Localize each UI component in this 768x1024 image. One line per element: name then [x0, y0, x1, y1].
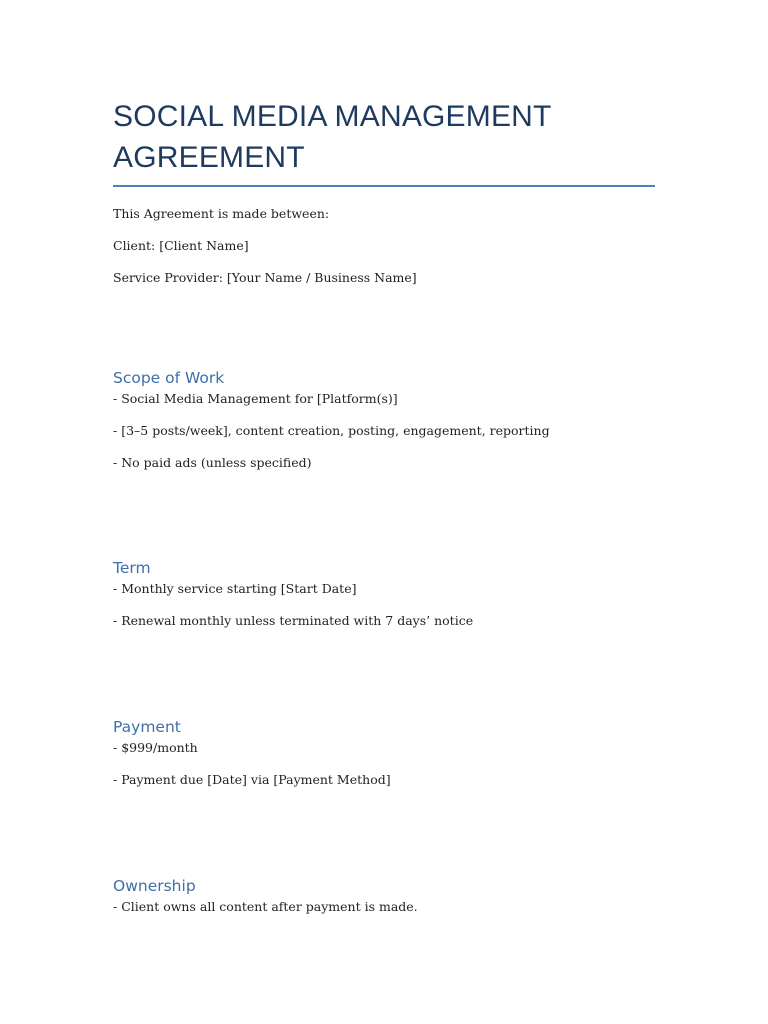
section-line: - Renewal monthly unless terminated with 7 days’ notice — [113, 613, 474, 628]
provider-line: Service Provider: [Your Name / Business Name] — [113, 270, 417, 285]
section-term — [113, 558, 655, 645]
section-heading: Term — [113, 559, 151, 577]
section-scope-of-work — [113, 368, 655, 487]
section-heading: Ownership — [113, 877, 196, 895]
section-line: - Social Media Management for [Platform(s)] — [113, 391, 398, 406]
section-line: - No paid ads (unless specified) — [113, 455, 312, 470]
intro-statement: This Agreement is made between: — [113, 206, 330, 221]
title-line-1: SOCIAL MEDIA MANAGEMENT — [113, 100, 552, 133]
title-line-2: AGREEMENT — [113, 141, 305, 174]
section-heading: Scope of Work — [113, 369, 225, 387]
section-line: - Payment due [Date] via [Payment Method] — [113, 772, 391, 787]
section-line: - Monthly service starting [Start Date] — [113, 581, 357, 596]
section-line: - $999/month — [113, 740, 198, 755]
client-line: Client: [Client Name] — [113, 238, 249, 253]
document-title — [113, 96, 655, 178]
section-heading: Payment — [113, 718, 181, 736]
title-divider — [113, 185, 655, 187]
section-ownership — [113, 876, 655, 931]
section-line: - Client owns all content after payment is made. — [113, 899, 418, 914]
section-line: - [3–5 posts/week], content creation, posting, engagement, reporting — [113, 423, 550, 438]
section-payment — [113, 717, 655, 804]
document-page — [113, 96, 655, 302]
intro-block — [113, 206, 655, 286]
